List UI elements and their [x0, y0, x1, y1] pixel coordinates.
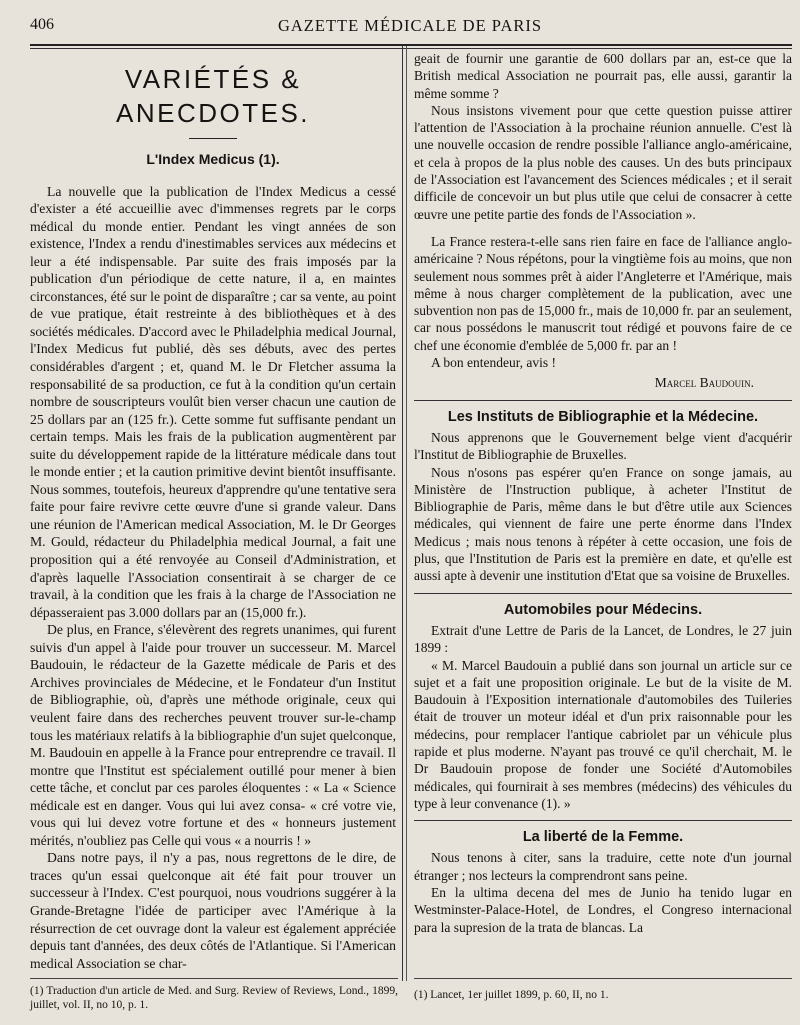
section-title: VARIÉTÉS & ANECDOTES. — [115, 64, 311, 128]
left-column — [30, 58, 396, 972]
footnote-right: (1) Lancet, 1er juillet 1899, p. 60, II, no 1. — [414, 989, 609, 1001]
right-column — [414, 50, 792, 936]
column-divider — [402, 46, 403, 981]
paragraph: Extrait d'une Lettre de Paris de la Lancet, de Londres, le 27 juin 1899 : — [414, 622, 792, 656]
footnote-left: (1) Traduction d'un article de Med. and Surg. Review of Reviews, Lond., 1899, juillet, vol. II, no 10, p. 1. — [30, 985, 398, 1011]
short-rule — [189, 138, 237, 139]
signature: Marcel Baudouin. — [654, 375, 754, 391]
section-rule — [414, 820, 792, 821]
running-header — [30, 14, 790, 38]
spacer — [414, 223, 792, 233]
paragraph: Nous apprenons que le Gouvernement belge vient d'acquérir l'Institut de Bibliographie de Bruxelles. — [414, 429, 792, 463]
section-rule — [414, 400, 792, 401]
footnote-rule — [414, 978, 792, 979]
paragraph: geait de fournir une garantie de 600 dollars par an, est-ce que la British medical Association ne pourrait pas, elle aussi, garantir la même somme ? — [414, 51, 792, 101]
footnote-rule — [30, 978, 398, 979]
paragraph: En la ultima decena del mes de Junio ha tenido lugar en Westminster-Palace-Hotel, de Londres, el Congreso internacional para la supresion de la trata de blancas. La — [414, 885, 792, 935]
paragraph: La nouvelle que la publication de l'Index Medicus a cessé d'exister a été accueillie avec d'immenses regrets par le corps médical du monde entier. Pendant les vingt années de son existence, l'Index a rendu d'inestimables services aux médecins et leur a été indispensable. Par suite des frais imposés par la publication d'un périodique de cette nature, il a, en maintes circonstances, été sur le point de disparaître ; car sa vente, au point de vue pratique, était restreinte à des bibliothèques et à des sociétés médicales. D'accord avec le Philadelphia medical Journal, l'Index Medicus fut publié, dès ses débuts, avec des pertes considérables d'argent ; et, quand M. le Dr Fletcher assuma la responsabilité de sa production, ce fut à la condition qu'un certain nombre de souscripteurs voulût bien verser chacun une caution de 25 dollars par an (125 fr.). Cette somme fut suffisante pendant un certain temps. Mais les frais de la publication augmentèrent par suite du développement rapide de la littérature médicale dans tout le monde entier ; et la caution primitive devint bientôt insuffisante. Nous sommes, toutefois, heureux d'apprendre qu'une tentative sera faite pour faire revivre cette œuvre d'une si grande valeur. Dans une réunion de l'American medical Association, M. le Dr Georges M. Gould, rédacteur du Philadelphia medical Journal, a fait une proposition qui a été renvoyée au Conseil d'Administration, et d'après laquelle l'Association consentirait à se charger de ce travail, à la condition que les frais à la charge de l'Association ne dépasseraient pas 3.000 dollars par an (15,000 fr.). — [30, 183, 396, 620]
section-rule — [414, 593, 792, 594]
paragraph: Dans notre pays, il n'y a pas, nous regrettons de le dire, de traces qu'un essai quelconque ait été fait pour trouver un successeur à l'Index. C'est pourquoi, nous voudrions suggérer à la Grande-Bretagne l'idée de participer avec l'Amérique à la résurrection de cet ouvrage dont la valeur est également appréciée depuis tant d'années, des deux côtés de l'Atlantique. Si l'American medical Association se char- — [30, 850, 396, 971]
page-number: 406 — [30, 16, 54, 33]
article-title-instituts: Les Instituts de Bibliographie et la Médecine. — [447, 408, 759, 425]
column-divider-thin — [406, 46, 407, 981]
journal-title: GAZETTE MÉDICALE DE PARIS — [277, 16, 543, 35]
header-rule-thin — [30, 48, 792, 49]
header-rule — [30, 44, 792, 46]
paragraph: « M. Marcel Baudouin a publié dans son journal un article sur ce sujet et a fait une proposition originale. Le but de la visite de M. Baudouin à l'Exposition internationale d'automobiles des Tuileries était de trouver un moteur idéal et d'un prix raisonnable pour les médecins, pour remplacer l'antique cabriolet par un véhicule plus rapide et plus moderne. N'ayant pas trouvé ce qu'il cherchait, M. le Dr Baudouin propose de fonder une Société d'Automobiles médicales, qui fournirait à ses membres (médecins) des véhicules du type à leur convenance (1). » — [414, 657, 792, 811]
paragraph: Nous tenons à citer, sans la traduire, cette note d'un journal étranger ; nos lecteurs la comprendront sans peine. — [414, 850, 792, 883]
paragraph: A bon entendeur, avis ! — [431, 355, 557, 371]
article-title-femme: La liberté de la Femme. — [522, 829, 684, 846]
article-title-index-medicus: L'Index Medicus (1). — [146, 151, 280, 167]
paragraph: La France restera-t-elle sans rien faire en face de l'alliance anglo-américaine ? Nous répétons, pour la vingtième fois au moins, que non seulement nous sommes prêt à aider l'Angleterre et l'Amérique, mais même à nous charger complètement de la publication, avec une subvention non pas de 15,000 fr., mais de 10,000 fr. par an seulement, car nous possédons le manuscrit tout rédigé et pouvons faire de ce chef une économie d'emblée de 5,000 fr. par an ! — [414, 233, 792, 353]
paragraph: Nous insistons vivement pour que cette question puisse attirer l'attention de l'Association à la prochaine réunion annuelle. C'est là une nouvelle occasion de rendre possible l'alliance anglo-américaine, et cela à propos de la plus noble des causes. Un des buts principaux de l'Association est l'avancement des Sciences médicales ; et il serait difficile de concevoir un but plus utile que celui de consacrer à cette œuvre une petite partie des fonds de l'Association ». — [414, 102, 792, 222]
paragraph: Nous n'osons pas espérer qu'en France on songe jamais, au Ministère de l'Instruction publique, à acheter l'Institut de Bibliographie de Paris, même dans le but d'être utile aux Sciences médicales, qui viennent de faire une perte énorme dans l'Index Medicus ; mais nous tenons à répéter à cette occasion, une fois de plus, que l'Institution de Paris est la première en date, et qu'elle est aussi apte à devenir une institution d'Etat que sa voisine de Bruxelles. — [414, 464, 792, 584]
paragraph: De plus, en France, s'élevèrent des regrets unanimes, qui furent suivis d'un appel à l'aide pour trouver un successeur. M. Marcel Baudouin, le rédacteur de la Gazette médicale de Paris et des Archives provinciales de Médecine, et le Fondateur d'un Institut de Bibliographie, où, d'après une méthode originale, ceux qui veulent faire dans des recherches peuvent trouver sur-le-champ tous les matériaux relatifs à la bibliographie d'un sujet quelconque, M. Baudouin en appelle à la France pour entreprendre ce travail. Il montre que l'Institut est spécialement outillé pour mener à bien cette tâche, et conclut par ces paroles éloquentes : « La « Science médicale est en danger. Vous qui lui avez consa- « cré votre vie, vous qui lui devez votre fortune et des « honneurs justement mérités, n'oubliez pas Celle qui vous « a nourris ! » — [30, 622, 396, 848]
article-title-automobiles: Automobiles pour Médecins. — [503, 601, 703, 618]
